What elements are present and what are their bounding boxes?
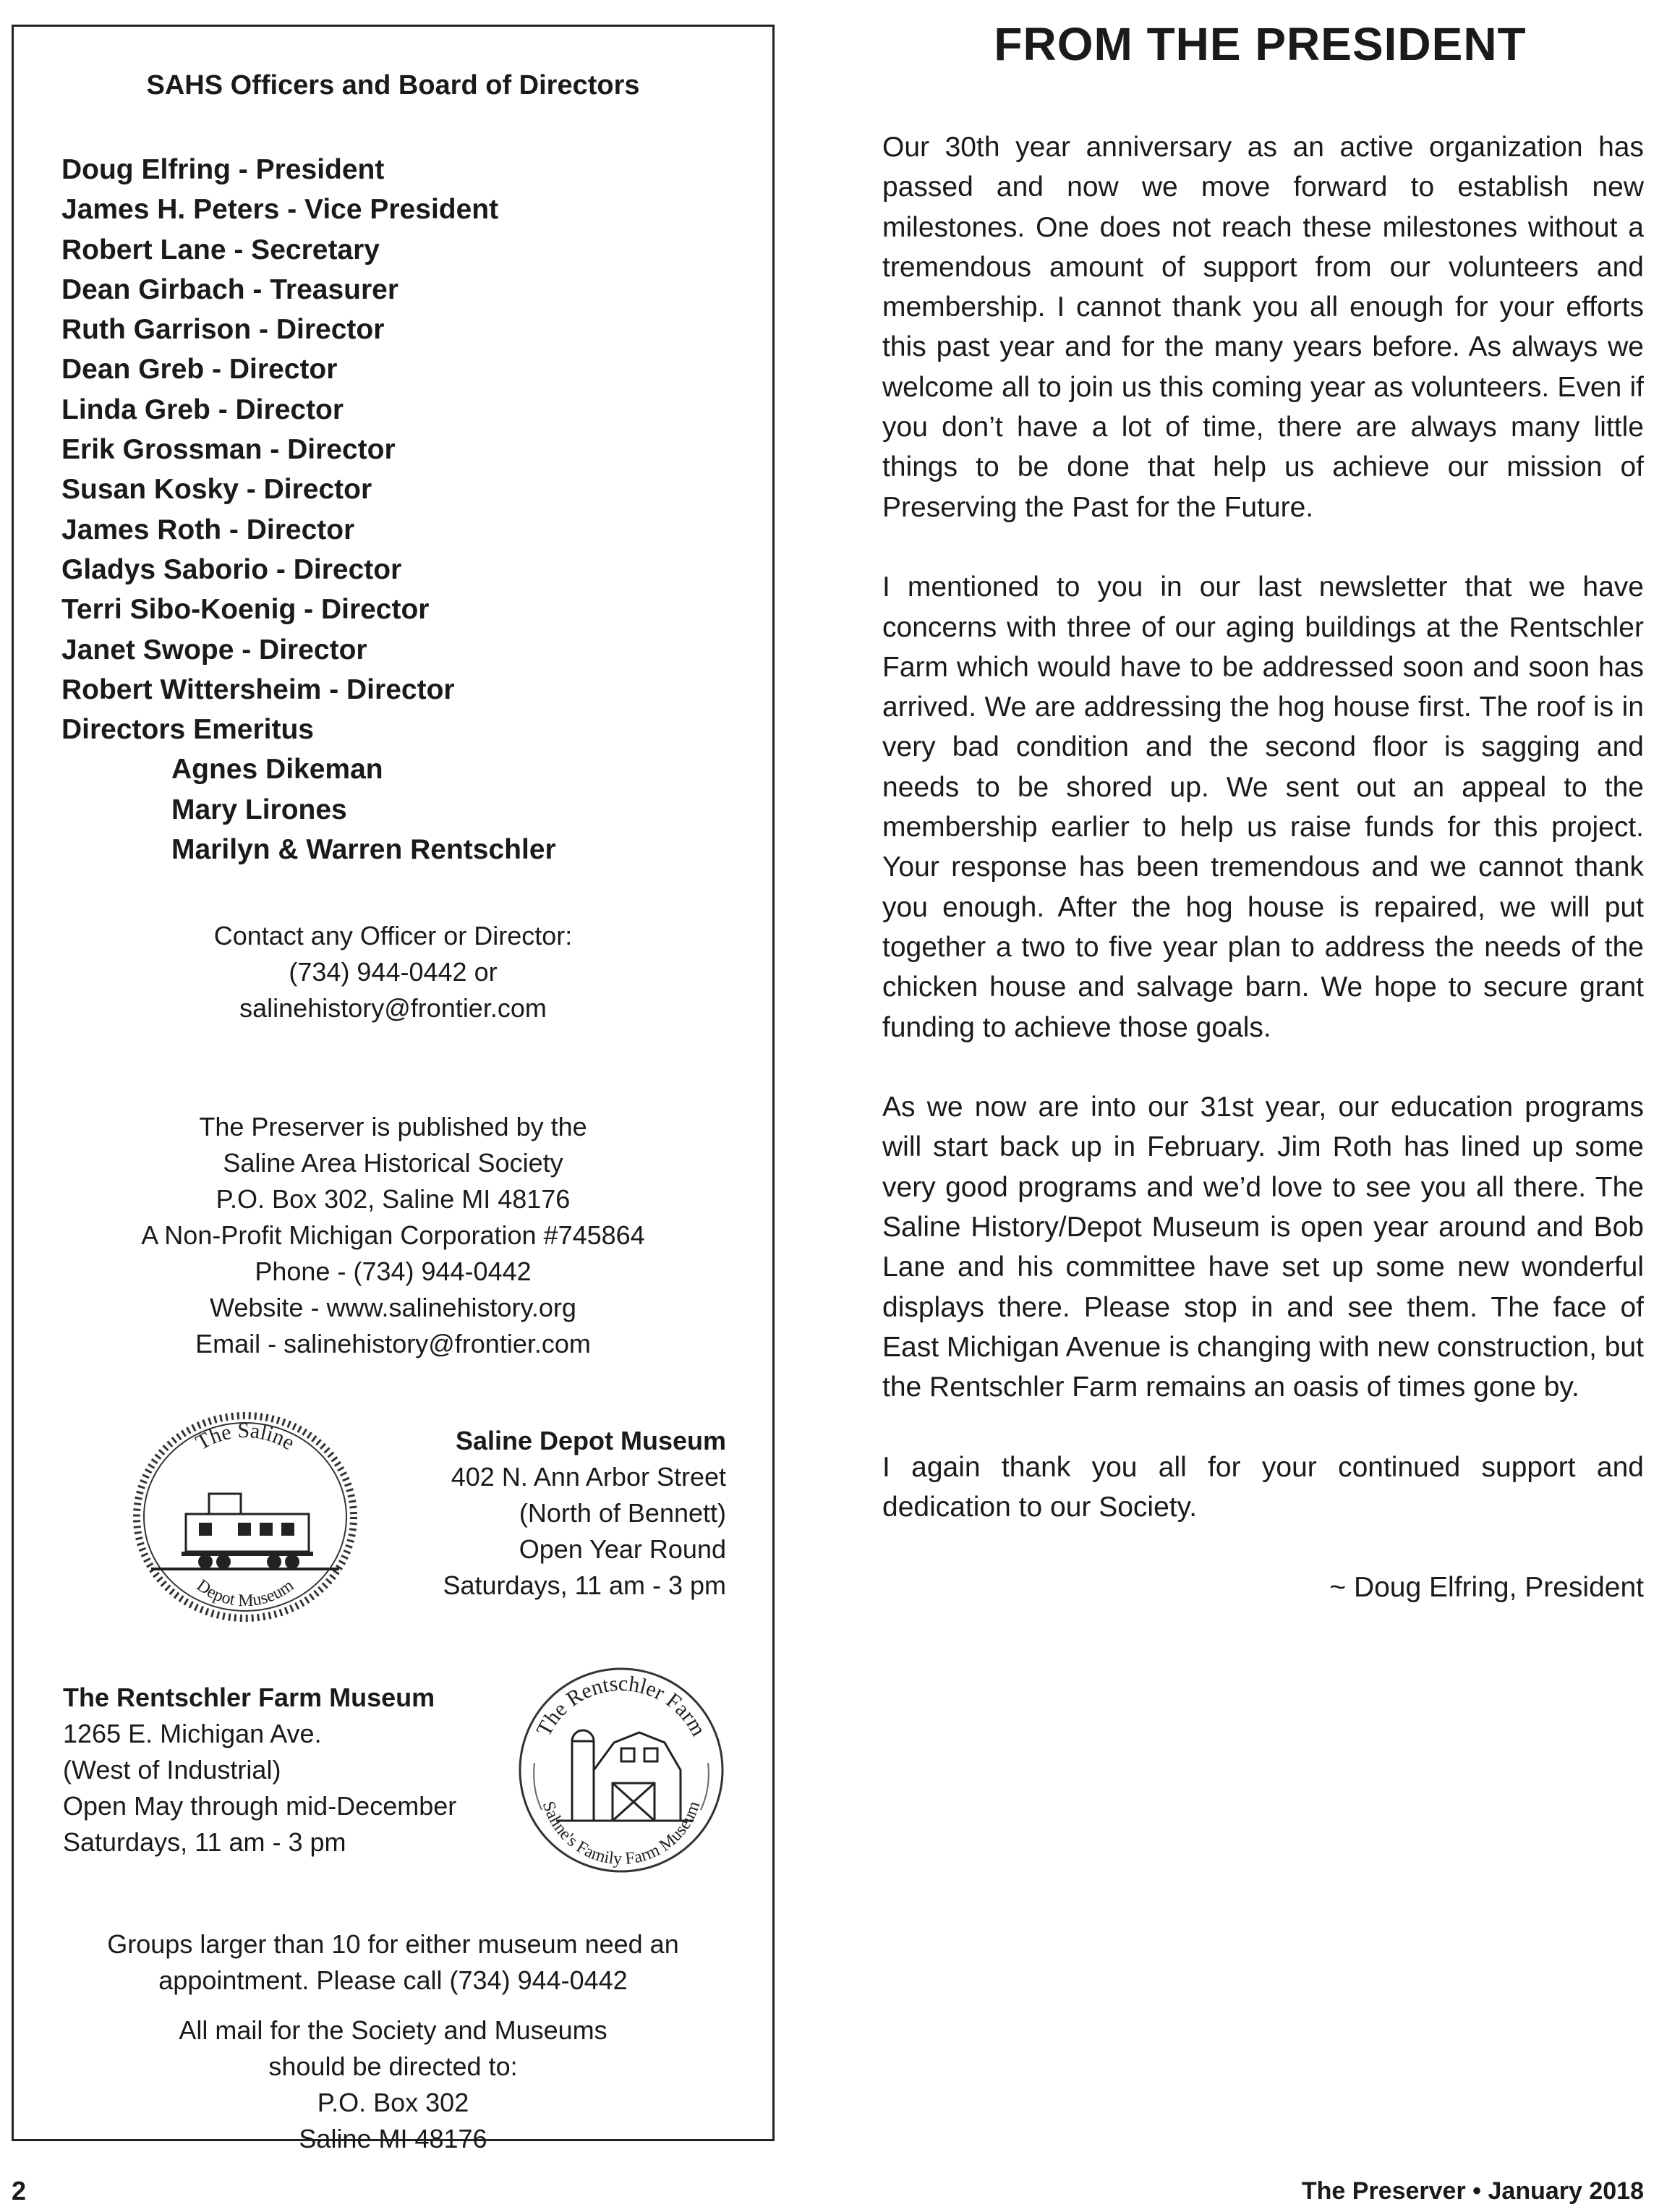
caboose-icon <box>151 1494 339 1569</box>
officer-entry: Dean Greb - Director <box>61 354 338 386</box>
depot-museum-name: Saline Depot Museum <box>455 1426 726 1455</box>
article-paragraph: I again thank you all for your continued support and dedication to our Society. <box>882 1451 1644 1523</box>
depot-info-line: Open Year Round <box>519 1534 726 1564</box>
emeritus-entry: Marilyn & Warren Rentschler <box>171 834 556 866</box>
officers-list <box>61 150 556 869</box>
farm-logo-top-text: The Rentschler Farm <box>532 1671 711 1740</box>
officer-entry: Dean Girbach - Treasurer <box>61 273 399 305</box>
mail-notice <box>14 2012 772 2157</box>
depot-info-line: 402 N. Ann Arbor Street <box>451 1462 726 1492</box>
farm-info-line: (West of Industrial) <box>63 1755 281 1785</box>
publisher-block <box>14 1109 772 1362</box>
officer-entry: Robert Lane - Secretary <box>61 234 380 265</box>
contact-line: Contact any Officer or Director: <box>213 921 573 951</box>
groups-line: Groups larger than 10 for either museum need an <box>107 1929 679 1959</box>
publisher-line: P.O. Box 302, Saline MI 48176 <box>216 1184 571 1214</box>
farm-museum-logo <box>513 1662 730 1879</box>
article-title: FROM THE PRESIDENT <box>994 18 1527 70</box>
officer-entry: Ruth Garrison - Director <box>61 314 385 346</box>
article-signature: ~ Doug Elfring, President <box>1329 1571 1644 1603</box>
mail-line: should be directed to: <box>268 2051 518 2081</box>
depot-info-line: Saturdays, 11 am - 3 pm <box>443 1570 726 1600</box>
officer-entry: Gladys Saborio - Director <box>61 553 402 585</box>
farm-museum-info <box>63 1680 456 1861</box>
emeritus-entry: Mary Lirones <box>171 794 347 825</box>
contact-email-link[interactable]: salinehistory@frontier.com <box>239 993 547 1023</box>
mail-line: P.O. Box 302 <box>317 2088 469 2117</box>
emeritus-entry: Agnes Dikeman <box>171 754 383 786</box>
mail-line: All mail for the Society and Museums <box>179 2015 607 2045</box>
depot-info-line: (North of Bennett) <box>519 1498 726 1528</box>
officer-entry: Susan Kosky - Director <box>61 474 372 506</box>
officer-entry: Linda Greb - Director <box>61 394 344 425</box>
officer-entry: Doug Elfring - President <box>61 154 385 185</box>
farm-logo-bottom-text: Saline's Family Farm Museum <box>538 1798 704 1869</box>
contact-phone: (734) 944-0442 or <box>289 957 498 987</box>
officer-entry: Terri Sibo-Koenig - Director <box>61 594 430 626</box>
publisher-line: Saline Area Historical Society <box>223 1148 563 1178</box>
farm-info-line: Saturdays, 11 am - 3 pm <box>63 1827 346 1857</box>
article-paragraph: As we now are into our 31st year, our education programs will start back up in February. Jim Roth has lined up some very good programs and we’d love to see you all there. The Saline History/Depot Museum is open year around and Bob Lane and his committee have set up some new wonderful displays there. Please stop in and see them. The face of East Michigan Avenue is changing with new construction, but the Rentschler Farm remains an oasis of times gone by. <box>882 1092 1644 1403</box>
article-paragraph: I mentioned to you in our last newsletter that we have concerns with three of our aging buildings at the Rentschler Farm which would have to be addressed soon and soon has arrived. We are addressing the hog house first. The roof is in very bad condition and the second floor is sagging and needs to be shored up. We sent out an appeal to the membership earlier to help us raise funds for this project. Your response has been tremendous and we cannot thank you enough. After the hog house is repaired, we will put together a two to five year plan to address the needs of the chicken house and salvage barn. We hope to secure grant funding to achieve those goals. <box>882 571 1644 1043</box>
contact-block <box>14 918 772 1026</box>
farm-info-line: Open May through mid-December <box>63 1791 457 1821</box>
mail-line: Saline MI 48176 <box>299 2124 487 2153</box>
website-link[interactable]: Website - www.salinehistory.org <box>210 1293 576 1322</box>
page-number: 2 <box>12 2176 27 2206</box>
officer-entry: Janet Swope - Director <box>61 634 367 665</box>
article-paragraph: Our 30th year anniversary as an active organization has passed and now we move forward to establish new milestones. One does not reach these milestones without a tremendous amount of support from our volunteers and membership. I cannot thank you all enough for your efforts this past year and for the many years before. As always we welcome all to join us this coming year as volunteers. Even if you don’t have a lot of time, there are always many little things to be done that help us achieve our mission of Preserving the Past for the Future. <box>882 132 1644 523</box>
officer-entry: Robert Wittersheim - Director <box>61 673 455 705</box>
publisher-line: A Non-Profit Michigan Corporation #745864 <box>141 1220 645 1250</box>
publisher-line: The Preserver is published by the <box>199 1112 587 1141</box>
publication-footer: The Preserver • January 2018 <box>1301 2177 1644 2205</box>
article-body <box>882 127 1644 1647</box>
depot-museum-info <box>443 1423 727 1604</box>
wheat-icon <box>534 1763 709 1810</box>
farm-museum-name: The Rentschler Farm Museum <box>63 1683 435 1712</box>
barn-icon <box>556 1730 694 1821</box>
depot-logo-top-text: The Saline <box>192 1418 299 1455</box>
publisher-line: Phone - (734) 944-0442 <box>255 1256 532 1286</box>
groups-line: appointment. Please call (734) 944-0442 <box>158 1965 628 1995</box>
farm-info-line: 1265 E. Michigan Ave. <box>63 1719 322 1748</box>
email-link[interactable]: Email - salinehistory@frontier.com <box>195 1329 591 1358</box>
groups-notice <box>14 1926 772 1999</box>
officer-entry: Erik Grossman - Director <box>61 434 396 466</box>
depot-museum-logo <box>129 1408 361 1625</box>
depot-logo-bottom-text: Depot Museum <box>192 1575 298 1611</box>
officers-sidebar-box <box>12 25 775 2153</box>
sidebar-title: SAHS Officers and Board of Directors <box>146 70 640 101</box>
emeritus-heading: Directors Emeritus <box>61 714 314 746</box>
officer-entry: James H. Peters - Vice President <box>61 194 499 226</box>
officer-entry: James Roth - Director <box>61 514 355 545</box>
